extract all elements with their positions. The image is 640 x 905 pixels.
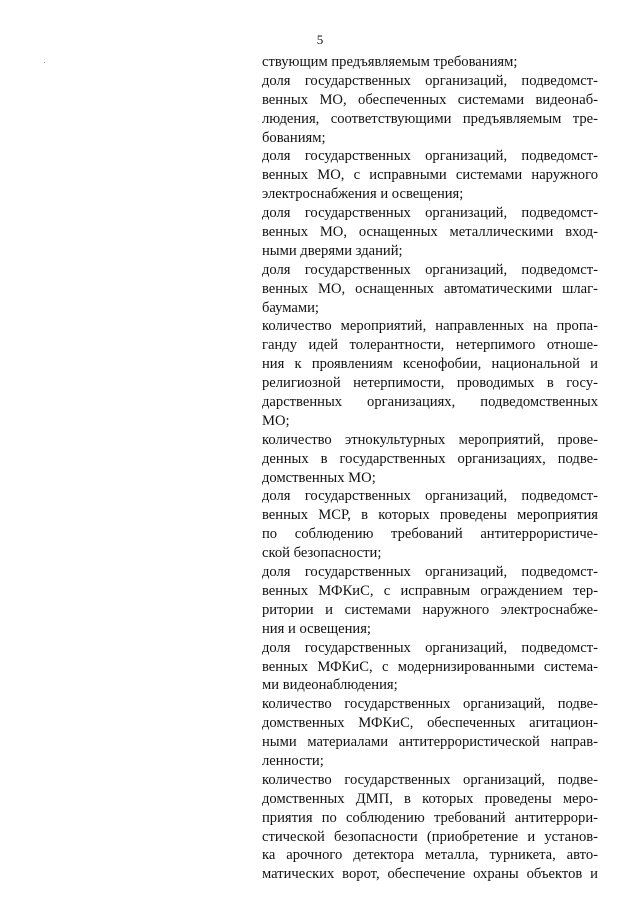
text-line: ка арочного детектора металла, турникета, авто- <box>262 847 598 864</box>
text-line: матических ворот, обеспечение охраны объектов и <box>262 866 598 883</box>
text-line: количество государственных организаций, подве- <box>262 696 598 713</box>
margin-mark <box>44 62 45 63</box>
text-line: приятия по соблюдению требований антитеррори- <box>262 809 598 826</box>
text-line: домственных МО; <box>262 469 376 486</box>
text-line: ствующим предъявляемым требованиям; <box>262 54 518 70</box>
text-line: венных МФКиС, с исправным ограждением тер- <box>262 582 598 599</box>
text-line: доля государственных организаций, подведомст- <box>262 564 598 581</box>
text-line: денных в государственных организациях, подве- <box>262 450 598 467</box>
text-line: МО; <box>262 412 290 429</box>
text-line: количество государственных организаций, подве- <box>262 771 598 788</box>
text-line: домственных МФКиС, обеспеченных агитацион- <box>262 715 598 732</box>
text-line: по соблюдению требований антитеррористиче- <box>262 526 598 543</box>
text-line: ными дверями зданий; <box>262 242 403 259</box>
text-line: ганду идей толерантности, нетерпимого отноше- <box>262 337 598 354</box>
text-line: ными материалами антитеррористической направ- <box>262 734 598 751</box>
text-line: ской безопасности; <box>262 545 382 562</box>
text-line: людения, соответствующими предъявляемым тре- <box>262 110 598 127</box>
text-line: венных МО, оснащенных автоматическими шлаг- <box>262 280 598 297</box>
text-line: доля государственных организаций, подведомст- <box>262 639 598 656</box>
text-line: количество этнокультурных мероприятий, прове- <box>262 431 598 448</box>
text-line: венных МО, обеспеченных системами видеонаб- <box>262 91 598 108</box>
text-line: ленности; <box>262 752 324 769</box>
text-line: венных МО, оснащенных металлическими вход- <box>262 224 598 241</box>
text-line: венных МСР, в которых проведены мероприятия <box>262 507 598 524</box>
text-line: ми видеонаблюдения; <box>262 677 398 694</box>
text-line: количество мероприятий, направленных на пропа- <box>262 318 598 335</box>
document-body <box>262 53 598 884</box>
text-line: доля государственных организаций, подведомст- <box>262 488 598 505</box>
text-line: доля государственных организаций, подведомст- <box>262 72 598 89</box>
text-line: венных МФКиС, с модернизированными система- <box>262 658 598 675</box>
text-line: бованиям; <box>262 129 326 146</box>
text-line: баумами; <box>262 299 319 316</box>
text-line: ния и освещения; <box>262 620 371 637</box>
text-line: электроснабжения и освещения; <box>262 186 464 203</box>
text-line: венных МО, с исправными системами наружного <box>262 167 598 184</box>
text-line: ния к проявлениям ксенофобии, национальной и <box>262 356 598 373</box>
text-line: религиозной нетерпимости, проводимых в госу- <box>262 375 598 392</box>
page-number: 5 <box>316 32 324 47</box>
text-line: доля государственных организаций, подведомст- <box>262 205 598 222</box>
text-line: доля государственных организаций, подведомст- <box>262 148 598 165</box>
text-line: ритории и системами наружного электроснабже- <box>262 601 598 618</box>
text-line: стической безопасности (приобретение и установ- <box>262 828 598 845</box>
text-line: доля государственных организаций, подведомст- <box>262 261 598 278</box>
text-line: домственных ДМП, в которых проведены меро- <box>262 790 598 807</box>
text-line: дарственных организациях, подведомственных <box>262 394 598 411</box>
